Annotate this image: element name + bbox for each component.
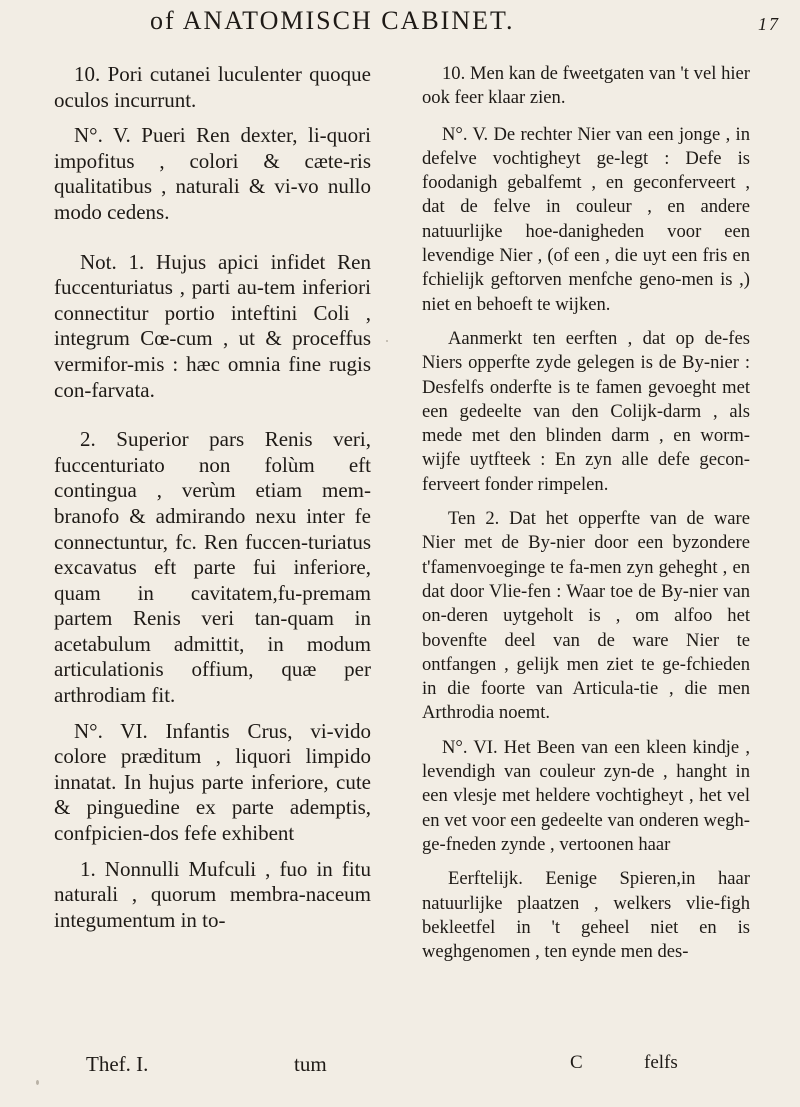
dutch-para-5: N°. VI. Het Been van een kleen kindje , levendigh van couleur zyn-de , hanght in een vlesje met heldere vochtigheyt , het vel en vet voor een gedeelte van onderen wegh-ge-fneden zynde , vertoonen haar bbox=[422, 736, 750, 855]
paper-speck bbox=[36, 1080, 39, 1085]
dutch-para-6: Eerftelijk. Eenige Spieren,in haar natuurlijke plaatzen , welkers vlie-figh bekleetfel in 't geheel niet en is weghgenomen , ten eynde men des- bbox=[422, 868, 750, 963]
dutch-para-1: 10. Men kan de fweetgaten van 't vel hier ook feer klaar zien. bbox=[422, 63, 750, 109]
latin-para-5: N°. VI. Infantis Crus, vi-vido colore præditum , liquori limpido innatat. In hujus parte inferiore, cute & pinguedine ex parte ademptis, confpicien-dos fefe exhibent bbox=[54, 718, 371, 846]
latin-para-6: 1. Nonnulli Mufculi , fuo in fitu naturali , quorum membra-naceum integumentum in to- bbox=[54, 856, 371, 932]
page-title: of ANATOMISCH CABINET. bbox=[150, 6, 515, 35]
signature-mark-left: Thef. I. bbox=[86, 1052, 149, 1076]
running-header bbox=[150, 6, 780, 36]
dutch-column bbox=[422, 62, 750, 964]
dutch-para-2: N°. V. De rechter Nier van een jonge , in defelve vochtigheyt ge-legt : Defe is foodanigh gebalfemt , en geconferveert , dat de felve in couleur , en andere natuurlijke hoe-danigheden voor een levendige Nier , (of een , die uyt een fris en fchielijk geftorven menfche geno-men is ,) niet en behoeft te wijken. bbox=[422, 123, 750, 315]
signature-mark-right: C bbox=[570, 1052, 583, 1073]
dutch-para-4: Ten 2. Dat het opperfte van de ware Nier met de By-nier door een byzondere t'famenvoeginge te fa-men zyn geheght , en dat door Vlie-fen : Waar toe de By-nier van on-deren uytgeholt is , om alfoo het bovenfte deel van de ware Nier te ontfangen , gelijk men ziet te ge-fchieden in die foorte van Articula-tie , die men Arthrodia noemt. bbox=[422, 508, 750, 724]
paper-speck bbox=[386, 340, 388, 342]
dutch-para-3: Aanmerkt ten eerften , dat op de-fes Niers opperfte zyde gelegen is de By-nier : Desfelfs onderfte is te famen gevoeght met een gedeelte van den Colijk-darm , als mede met den blinden darm , en worm-wijfe uytfteek : En zyn alle defe gecon-ferveert fonder rimpelen. bbox=[422, 327, 750, 495]
catchword-right: felfs bbox=[644, 1052, 678, 1073]
latin-column bbox=[54, 62, 371, 933]
latin-para-2: N°. V. Pueri Ren dexter, li-quori impofitus , colori & cæte-ris qualitatibus , naturali & vi-vo nullo modo cedens. bbox=[54, 123, 371, 224]
page-number: 17 bbox=[758, 14, 780, 34]
catchword-left: tum bbox=[294, 1052, 327, 1076]
latin-para-1: 10. Pori cutanei luculenter quoque oculos incurrunt. bbox=[54, 62, 371, 112]
latin-para-4: 2. Superior pars Renis veri, fuccenturiato non folùm eft contingua , verùm etiam mem-branofo & admirando nexu inter fe connectuntur, fc. Ren fuccen-turiatus excavatus eft parte fui inferiore, quam in cavitatem,fu-premam partem Renis veri tan-quam in acetabulum admittit, in modum articulationis offium, quæ per arthrodiam fit. bbox=[54, 427, 371, 708]
latin-para-3: Not. 1. Hujus apici infidet Ren fuccenturiatus , parti au-tem inferiori connectitur portio inteftini Coli , integrum Cœ-cum , ut & proceffus vermifor-mis : hæc omnia fine rugis con-farvata. bbox=[54, 249, 371, 402]
